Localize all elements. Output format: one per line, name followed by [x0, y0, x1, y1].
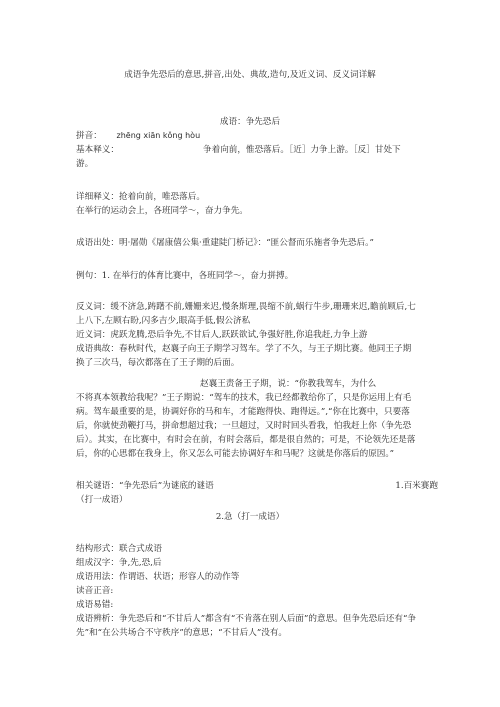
- story-line-7: 后）。其实，在比赛中，有时会在前，有时会落后，都是很自然的；可是，不论领先还是落: [76, 435, 416, 445]
- basic-meaning-cont: 游。: [76, 159, 94, 169]
- riddle-answer-1: 1.百米赛跑: [395, 481, 438, 491]
- detail-example: 在举行的运动会上，各班同学～，奋力争先。: [76, 206, 248, 216]
- antonym-line-2: 上八下,左顾右盼,闪多吉少,眼高手低,假公济私: [76, 316, 251, 326]
- pinyin-label: 拼音：: [76, 131, 102, 141]
- section-heading: 成语：争先恐后: [219, 117, 281, 127]
- detail-meaning: 详细释义：抢着向前，唯恐落后。: [76, 192, 205, 202]
- basic-meaning-label: 基本释义：: [76, 145, 119, 155]
- synonym-line: 近义词：虎跃龙腾,恐后争先,不甘后人,跃跃欲试,争强好胜,你追我赶,力争上游: [76, 330, 368, 340]
- usage-line: 成语用法：作谓语、状语；形容人的动作等: [76, 572, 240, 582]
- story-line-5: 病。驾车最重要的是，协调好你的马和车，才能跑得快、跑得远。”,“你在比赛中，只要落: [76, 407, 410, 417]
- riddle-sub: （打一成语）: [76, 495, 128, 505]
- pinyin-line: [76, 129, 438, 143]
- story-line-1: 成语典故：春秋时代，赵襄子向王子期学习驾车。学了不久，与王子期比赛。他同王子期: [76, 344, 412, 354]
- pronunciation-line: 读音正音:: [76, 586, 114, 596]
- riddle-label: 相关谜语：“争先恐后”为谜底的谜语: [76, 481, 214, 491]
- basic-meaning-line: [76, 143, 438, 157]
- riddle-2: 2.急（打一成语）: [215, 512, 285, 522]
- analysis-line-1: 成语辨析：争先恐后和“不甘后人”都含有“不肯落在别人后面”的意思。但争先恐后还有“争: [76, 614, 416, 624]
- story-line-8: 后，你的心思都在我身上，你又怎么可能去协调好车和马呢？这就是你落后的原因。”: [76, 449, 395, 459]
- example-line: 例句：1. 在举行的体育比赛中，各班同学～，奋力拼搏。: [76, 271, 294, 281]
- story-line-4: 不将真本领教给我呢？”王子期说：“驾车的技术，我已经都教给你了，只是你运用上有毛: [76, 393, 412, 403]
- document-title: 成语争先恐后的意思,拼音,出处、典故,造句,及近义词、反义词详解: [124, 70, 376, 80]
- pinyin-value: zhēng xiān kǒng hòu: [116, 131, 201, 140]
- story-line-3: 赵襄王责备王子期，说：“你教我驾车，为什么: [200, 379, 377, 389]
- structure-form: 结构形式：联合式成语: [76, 544, 162, 554]
- antonym-line-1: 反义词：缓不济急,踌躇不前,姗姗来迟,慢条斯理,畏缩不前,蜗行牛步,珊珊来迟,瞻前顾后,七: [76, 302, 416, 312]
- mistake-line: 成语易错:: [76, 600, 114, 610]
- story-line-2: 换了三次马，每次都落在了王子期的后面。: [76, 358, 240, 368]
- source-line: 成语出处：明·屠勋《屠康僖公集·重建陡门桥记》：“匪公督而乐施者争先恐后。”: [76, 238, 374, 248]
- component-chars: 组成汉字：争,先,恐,后: [76, 558, 162, 568]
- riddle-line: [76, 479, 438, 493]
- basic-meaning-text: 争着向前，惟恐落后。［近］力争上游。［反］甘处下: [203, 145, 401, 155]
- story-line-6: 后，你就使劲鞭打马，拼命想超过我；一旦超过，又时时回头看我，怕我赶上你（争先恐: [76, 421, 412, 431]
- analysis-line-2: 先”和“在公共场合不守秩序”的意思；“不甘后人”没有。: [76, 628, 288, 638]
